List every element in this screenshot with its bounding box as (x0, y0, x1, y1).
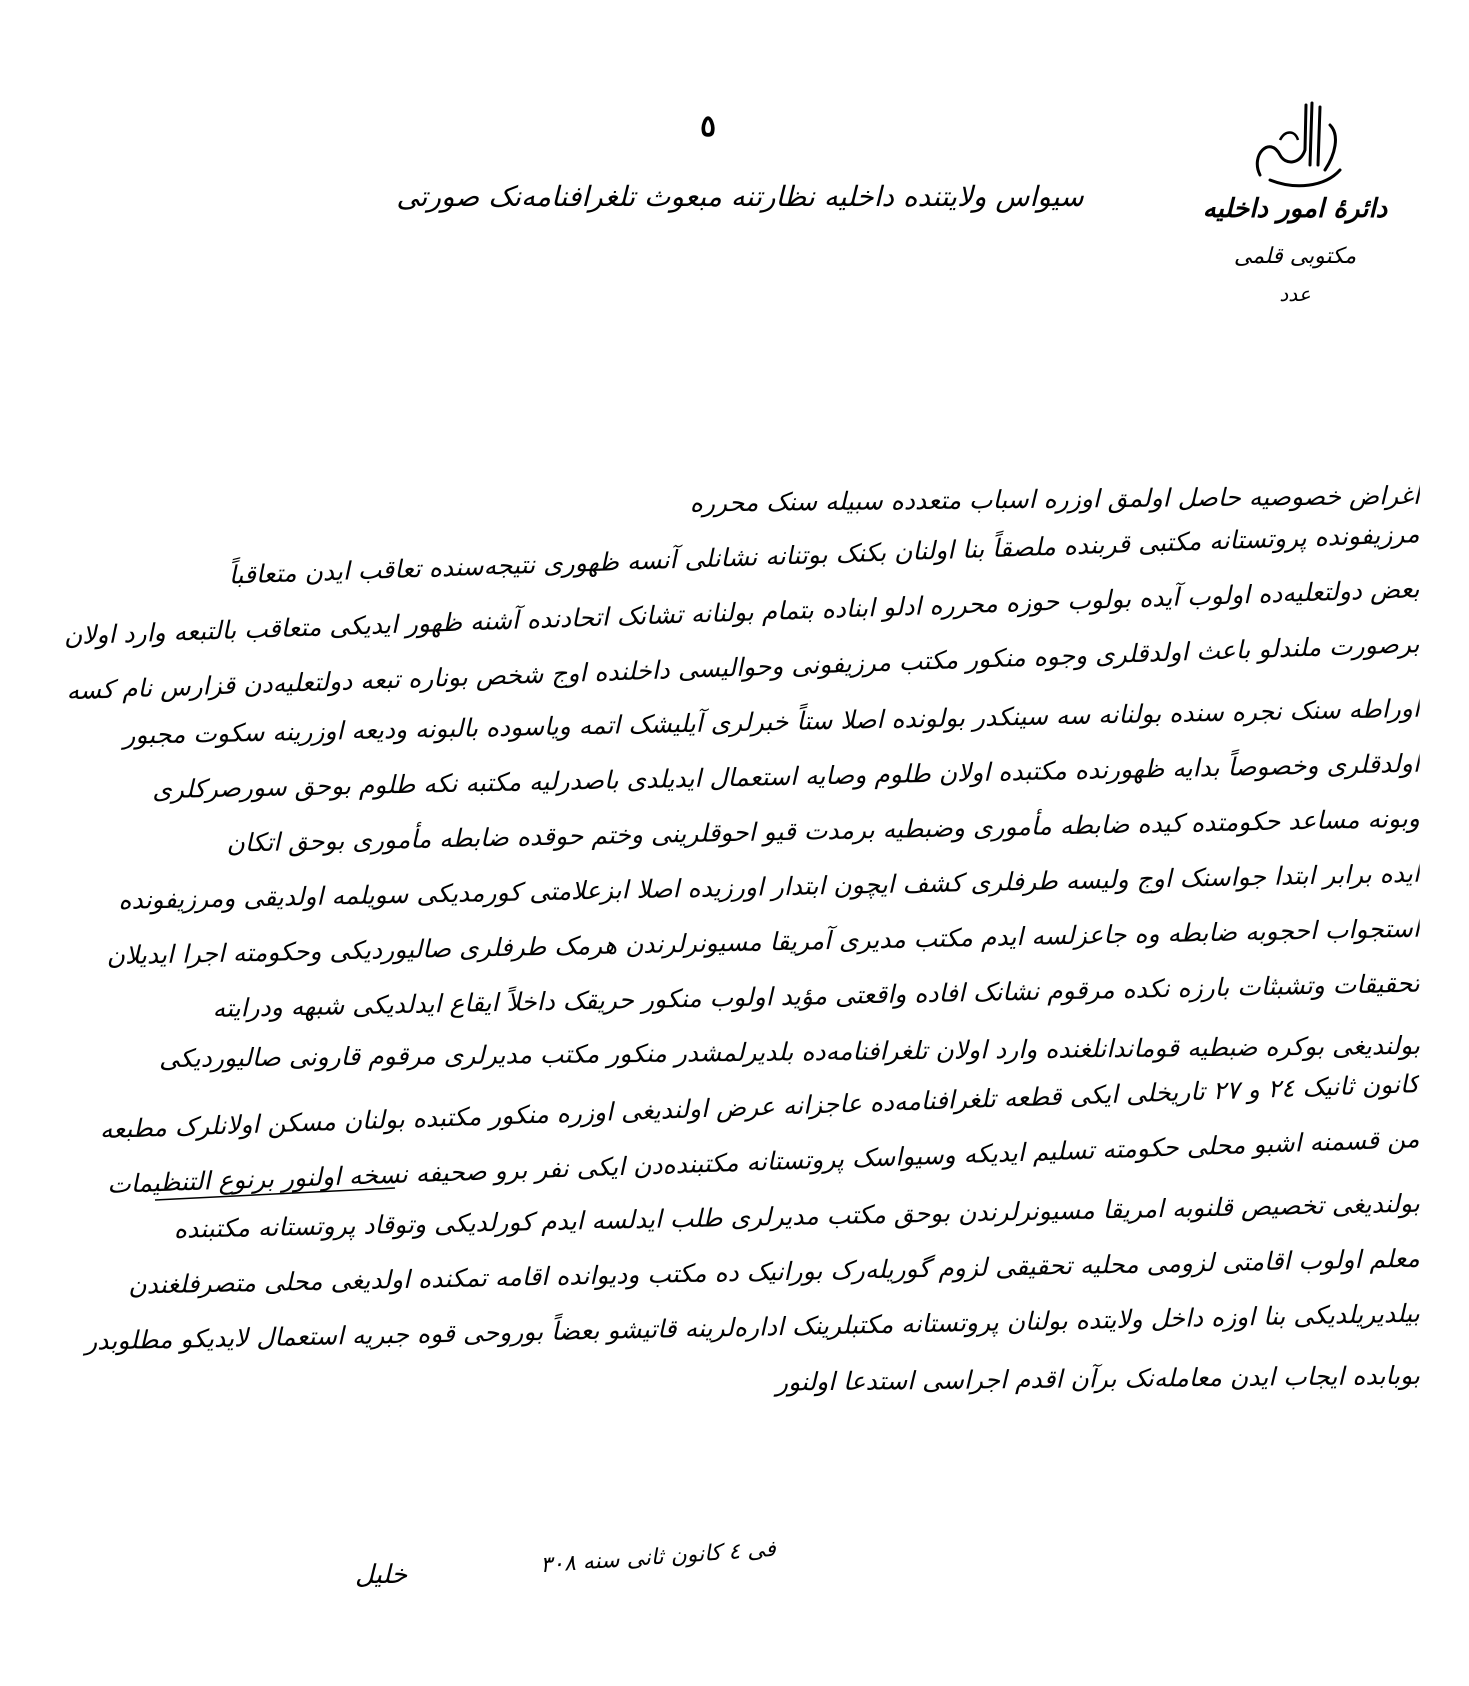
body-line: اولدقلری وخصوصاً بدایه ظهورنده مکتبده اولان طلوم وصایه استعمال ایدیلدی باصدرلیه مکتبه نکه طلوم بوحق سورصرکلری (151, 748, 1421, 805)
office-name: مکتوبی قلمی (1233, 244, 1357, 269)
body-line: بیلدیریلدیکی بنا اوزه داخل ولایتده بولنان پروتستانه مکتبلرینک اداره‌لرینه قاتیشو بعضاً بوروحی قوه جبریه استعمال لایدیکو مطلوبدر (84, 1298, 1421, 1356)
body-line: تحقیقات وتشبثات بارزه نکده مرقوم نشانک افاده واقعتی مؤید اولوب منکور حریقک داخلاً ایقاع ایدلدیکی شبهه ودرایته (212, 968, 1421, 1023)
page-number: ٥ (700, 109, 717, 144)
body-line: کانون ثانیک ٢٤ و ٢٧ تاریخلی ایکی قطعه تلغرافنامه‌ده عاجزانه عرض اولندیغی اوزره منکور مکتبده بولنان مسکن اولانلرک مطبعه (99, 1069, 1420, 1145)
body-line: اوراطه سنک نجره سنده بولنانه سه سینکدر بولونده اصلا ستاً خبرلری آیلیشک اتمه ویاسوده بالبونه ودیعه اوزرینه سکوت مجبور (122, 693, 1421, 750)
body-line: من قسمنه اشبو محلی حکومته تسلیم ایدیکه وسیواسک پروتستانه مکتبنده‌دن ایکی نفر برو صحیفه نسخه اولنور برنوع التنظیمات (106, 1124, 1420, 1199)
body-line: ایده برابر ابتدا جواسنک اوج ولیسه طرفلری کشف ایچون ابتدار اورزیده اصلا ابزعلامتی کورمدیکی سویلمه اولدیقی ومرزیفونده (118, 858, 1421, 915)
body-line: بولندیغی بوکره ضبطیه قوماندانلغنده وارد اولان تلغرافنامه‌ده بلدیرلمشدر منکور مکتب مدیرلری مرقوم قارونی صالیوردیکی (158, 1030, 1421, 1074)
department-name: دائرهٔ امور داخلیه (1202, 194, 1388, 224)
body-line: اغراض خصوصیه حاصل اولمق اوزره اسباب متعدده سبیله سنک محرره (689, 480, 1421, 518)
body-line: بوبابده ایجاب ایدن معامله‌نک برآن اقدم اجراسی استدعا اولنور (775, 1360, 1421, 1397)
body-line: بولندیغی تخصیص قلنوبه امریقا مسیونرلرندن بوحق مکتب مدیرلری طلب ایدلسه ایدم کورلدیکی وتوقاد پروتستانه مکتبنده (173, 1188, 1421, 1244)
pen-stroke-mark (150, 1180, 400, 1210)
letterhead (1185, 95, 1405, 335)
tughra-seal-icon (1240, 95, 1350, 195)
date-mark: فی ٤ کانون ثانی سنه ٣٠٨ (539, 1536, 777, 1579)
body-line: استجواب احجوبه ضابطه وه جاعزلسه ایدم مکتب مدیری آمریقا مسیونرلرندن هرمک طرفلری صالیوردیکی وحکومته اجرا ایدیلان (106, 913, 1421, 971)
body-line: معلم اولوب اقامتی لزومی محلیه تحقیقی لزوم گوریله‌رک بورانیک ده مکتب ودیوانده اقامه تمکنده اولدیغی محلی متصرفلغندن (127, 1243, 1421, 1300)
body-line: مرزیفونده پروتستانه مکتبی قربنده ملصقاً بنا اولنان بکنک بوتنانه نشانلی آنسه ظهوری نتیجه‌سنده تعاقب ایدن متعاقباً (228, 519, 1420, 590)
body-line: بعض دولتعلیه‌ده اولوب آیده بولوب حوزه محرره ادلو ابناده بتمام بولنانه تشانک اتحادنده آشنه ظهور ایدیکی متعاقب بالتبعه وارد اولان (63, 574, 1420, 651)
body-line: برصورت ملندلو باعث اولدقلری وجوه منکور مکتب مرزیفونی وحوالیسی داخلنده اوج شخص بوناره تبعه دولتعلیه‌دن قزارس نام کسه (65, 629, 1420, 706)
body-line: وبونه مساعد حکومتده کیده ضابطه مأموری وضبطیه برمدت قیو احوقلرینی وختم حوقده ضابطه مأموری بوحق اتکان (226, 803, 1421, 858)
document-body (50, 480, 1420, 1415)
document-subject: سیواس ولایتنده داخلیه نظارتنه مبعوث تلغرافنامه‌نک صورتی (396, 180, 1084, 213)
number-label: عدد (1279, 282, 1311, 306)
signature: خلیل (355, 1560, 408, 1590)
